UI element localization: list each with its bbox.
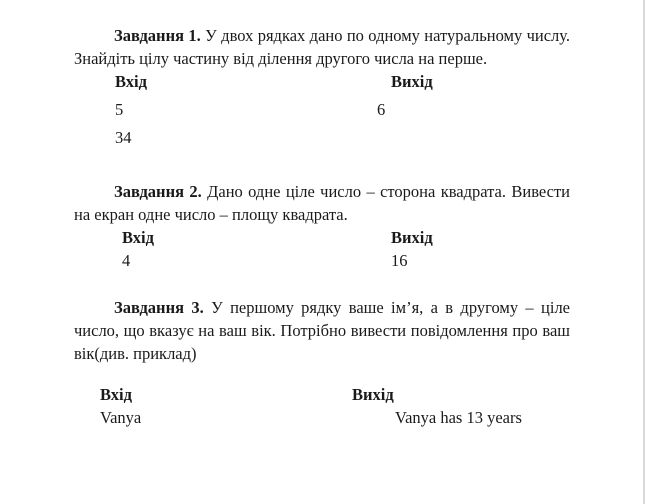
task3-input-header: Вхід [100, 385, 132, 404]
task3-input-value-1: Vanya [100, 408, 142, 427]
task2-label: Завдання 2. [114, 182, 202, 201]
task3-output-header: Вихід [352, 385, 394, 404]
task1-paragraph [74, 24, 570, 70]
task2-text: Дано одне ціле число – сторона квадрата. Вивести на екран одне число – площу квадрата. [74, 182, 571, 224]
task2-output-header: Вихід [391, 228, 433, 247]
task2-output-value-1: 16 [391, 251, 408, 270]
task2-paragraph [74, 180, 570, 226]
task2-input-header: Вхід [122, 228, 154, 247]
task3-text: У першому рядку ваше ім’я, а в другому – ціле число, що вказує на ваш вік. Потрібно вивести повідомлення про ваш вік(див. приклад) [74, 298, 570, 363]
page-edge-divider [643, 0, 645, 504]
task3-output-value-1: Vanya has 13 years [395, 408, 522, 427]
task1-output-value-1: 6 [377, 100, 386, 119]
task1-input-header: Вхід [115, 72, 147, 91]
task1-label: Завдання 1. [114, 26, 201, 45]
task1-text: У двох рядках дано по одному натуральному числу. Знайдіть цілу частину від ділення другого числа на перше. [74, 26, 570, 68]
task1-input-value-1: 5 [115, 100, 124, 119]
task3-paragraph [74, 296, 570, 365]
task2-input-value-1: 4 [122, 251, 131, 270]
task1-output-header: Вихід [391, 72, 433, 91]
task3-label: Завдання 3. [114, 298, 204, 317]
task1-input-value-2: 34 [115, 128, 132, 147]
